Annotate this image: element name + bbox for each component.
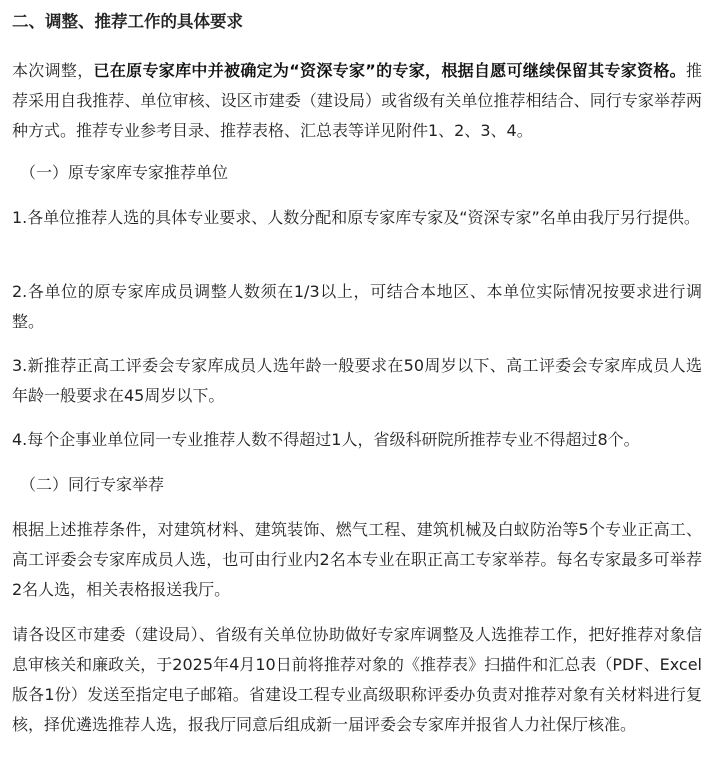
intro-paragraph: [12, 56, 702, 146]
list-item: 4.每个企事业单位同一专业推荐人数不得超过1人，省级科研院所推荐专业不得超过8个。: [12, 430, 640, 449]
intro-prefix: 本次调整，: [12, 61, 94, 80]
list-item: 2.各单位的原专家库成员调整人数须在1/3以上，可结合本地区、本单位实际情况按要求进行调整。: [12, 282, 702, 331]
subsection-2-body: 根据上述推荐条件，对建筑材料、建筑装饰、燃气工程、建筑机械及白蚁防治等5个专业正高工、高工评委会专家库成员人选，也可由行业内2名本专业在职正高工专家举荐。每名专家最多可举荐2名人选，相关表格报送我厅。: [12, 520, 702, 599]
intro-bold-text: 已在原专家库中并被确定为“资深专家”的专家，根据自愿可继续保留其专家资格。: [93, 61, 686, 80]
subsection-1-title: （一）原专家库专家推荐单位: [20, 163, 229, 182]
intro-rest: 推荐采用自我推荐、单位审核、设区市建委（建设局）或省级有关单位推荐相结合、同行专家举荐两种方式。推荐专业参考目录、推荐表格、汇总表等详见附件1、2、3、4。: [12, 61, 702, 140]
list-item: 3.新推荐正高工评委会专家库成员人选年龄一般要求在50周岁以下、高工评委会专家库成员人选年龄一般要求在45周岁以下。: [12, 356, 702, 405]
list-item: 1.各单位推荐人选的具体专业要求、人数分配和原专家库专家及“资深专家”名单由我厅另行提供。: [12, 208, 700, 227]
section-heading: 二、调整、推荐工作的具体要求: [12, 12, 243, 31]
subsection-2-title: （二）同行专家举荐: [20, 475, 165, 494]
closing-paragraph: 请各设区市建委（建设局）、省级有关单位协助做好专家库调整及人选推荐工作，把好推荐对象信息审核关和廉政关，于2025年4月10日前将推荐对象的《推荐表》扫描件和汇总表（PDF、Excel版各1份）发送至指定电子邮箱。省建设工程专业高级职称评委办负责对推荐对象有关材料进行复核，择优遴选推荐人选，报我厅同意后组成新一届评委会专家库并报省人力社保厅核准。: [12, 625, 702, 734]
